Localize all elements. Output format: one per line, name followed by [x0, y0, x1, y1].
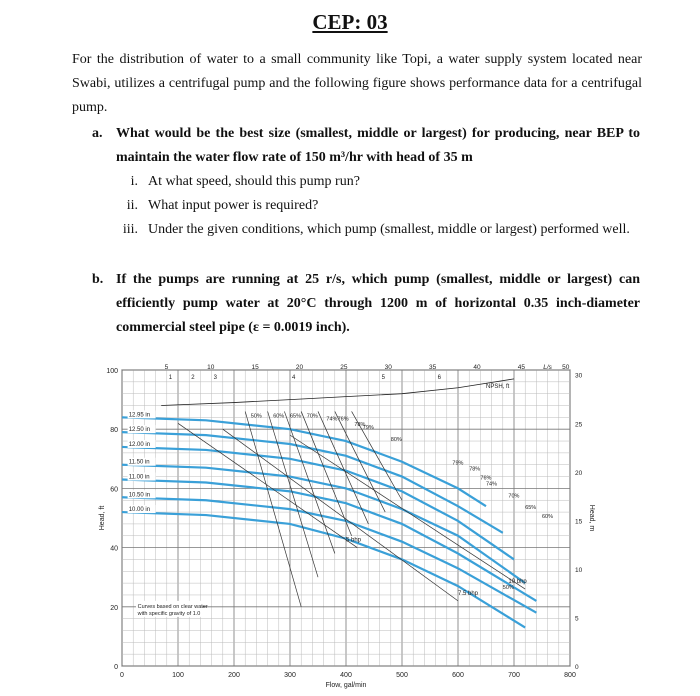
- impeller-label: 10.50 in: [128, 492, 151, 499]
- impeller-label: 11.50 in: [128, 459, 150, 466]
- efficiency-label: 78%: [469, 466, 481, 473]
- impeller-label: 11.00 in: [128, 474, 150, 481]
- y-tick-label: 40: [110, 545, 118, 553]
- efficiency-label: 65%: [290, 413, 302, 420]
- power-label: 7.5 bhp: [458, 590, 479, 597]
- top-tick-label: 20: [295, 364, 304, 371]
- question-a: [92, 122, 640, 170]
- impeller-label: 12.00 in: [128, 441, 151, 448]
- npsh-tick-label: 3: [213, 374, 217, 381]
- x-tick-label: 0: [120, 672, 124, 679]
- sub-question-ii-text: What input power is required?: [148, 198, 319, 213]
- impeller-label: 12.50 in: [128, 427, 151, 434]
- efficiency-label: 50%: [250, 413, 262, 420]
- efficiency-label: 74%: [486, 481, 498, 488]
- x-tick-label: 600: [452, 672, 464, 679]
- efficiency-label: 79%: [362, 425, 374, 432]
- efficiency-label: 70%: [306, 413, 318, 420]
- efficiency-label: 76%: [480, 475, 492, 482]
- efficiency-label: 65%: [525, 505, 537, 512]
- efficiency-label: 78%: [354, 422, 366, 429]
- npsh-tick-label: 6: [437, 374, 441, 381]
- x-tick-label: 100: [172, 672, 184, 679]
- top-tick-label: 45: [517, 364, 526, 371]
- impeller-label: 10.00 in: [128, 507, 151, 514]
- y-axis-label: Head, ft: [99, 505, 106, 531]
- x-tick-label: 700: [508, 672, 520, 679]
- right-tick-label: 10: [575, 566, 583, 574]
- efficiency-label: 50%: [502, 585, 514, 592]
- right-tick-label: 5: [575, 615, 579, 623]
- pump-chart-svg: [96, 360, 616, 690]
- right-tick-label: 25: [575, 421, 583, 429]
- question-b-marker: b.: [92, 272, 104, 287]
- efficiency-label: 74%: [326, 416, 338, 423]
- npsh-label: NPSH, ft: [486, 383, 510, 390]
- efficiency-label: 76%: [337, 416, 349, 423]
- power-label: 10 bhp: [508, 579, 527, 586]
- question-a-text: What would be the best size (smallest, middle or largest) for producing, near BEP to maintain the water flow rate of 150 m³/hr with head of 35 m: [116, 126, 640, 165]
- y-tick-label: 80: [110, 427, 118, 435]
- right-tick-label: 0: [575, 664, 579, 671]
- right-tick-label: 30: [575, 372, 583, 380]
- pump-performance-chart: [96, 360, 616, 690]
- efficiency-label: 60%: [273, 413, 285, 420]
- sub-question-iii-num: iii.: [122, 222, 138, 237]
- top-tick-label: 40: [473, 364, 481, 371]
- y-tick-label: 100: [106, 368, 118, 375]
- x-tick-label: 800: [564, 672, 576, 679]
- npsh-tick-label: 1: [168, 374, 173, 381]
- top-tick-label: 50: [562, 364, 570, 371]
- question-b-text: If the pumps are running at 25 r/s, which pump (smallest, middle or largest) can efficiently pump water at 20°C through 1200 m of horizontal 0.35 inch-diameter commercial steel pipe (ε = 0.0019 inch).: [116, 272, 640, 335]
- efficiency-label: 60%: [542, 514, 554, 520]
- npsh-tick-label: 2: [191, 374, 195, 381]
- top-tick-label: 5: [164, 364, 169, 371]
- question-a-marker: a.: [92, 126, 103, 141]
- note-line-1: Curves based on clear water: [137, 603, 208, 610]
- y-tick-label: 20: [110, 604, 118, 612]
- top-tick-label: 15: [251, 364, 259, 371]
- y-tick-label: 60: [110, 486, 118, 494]
- right-tick-label: 20: [575, 469, 583, 477]
- page-title: CEP: 03: [312, 10, 388, 34]
- top-axis-label: L/s: [543, 364, 552, 371]
- efficiency-label: 79%: [452, 460, 464, 467]
- x-tick-label: 400: [340, 672, 352, 679]
- efficiency-label: 80%: [390, 437, 402, 444]
- npsh-tick-label: 4: [292, 374, 296, 381]
- efficiency-label: 70%: [508, 493, 520, 500]
- y-tick-label: 0: [114, 664, 118, 671]
- impeller-label: 12.95 in: [128, 412, 151, 419]
- npsh-tick-label: 5: [381, 374, 385, 381]
- x-tick-label: 200: [228, 672, 240, 679]
- question-b: [92, 268, 640, 340]
- note-line-2: with specific gravity of 1.0: [137, 610, 201, 617]
- intro-paragraph: For the distribution of water to a small community like Topi, a water supply system located near Swabi, utilizes a centrifugal pump and the following figure shows performance data for a centrifugal pump.: [72, 52, 642, 115]
- power-label: 5 bhp: [346, 537, 362, 544]
- x-tick-label: 300: [284, 672, 296, 679]
- y-axis-label-right: Head, m: [588, 504, 595, 532]
- top-tick-label: 10: [207, 364, 215, 371]
- x-axis-label: Flow, gal/min: [325, 682, 367, 689]
- sub-question-i-text: At what speed, should this pump run?: [148, 174, 360, 189]
- right-tick-label: 15: [575, 518, 583, 526]
- sub-question-iii-text: Under the given conditions, which pump (smallest, middle or largest) performed well.: [148, 222, 630, 237]
- sub-question-ii-num: ii.: [126, 198, 138, 213]
- top-tick-label: 30: [384, 364, 392, 371]
- x-tick-label: 500: [396, 672, 408, 679]
- top-tick-label: 25: [340, 364, 348, 371]
- top-tick-label: 35: [429, 364, 437, 371]
- sub-question-i-num: i.: [130, 174, 138, 189]
